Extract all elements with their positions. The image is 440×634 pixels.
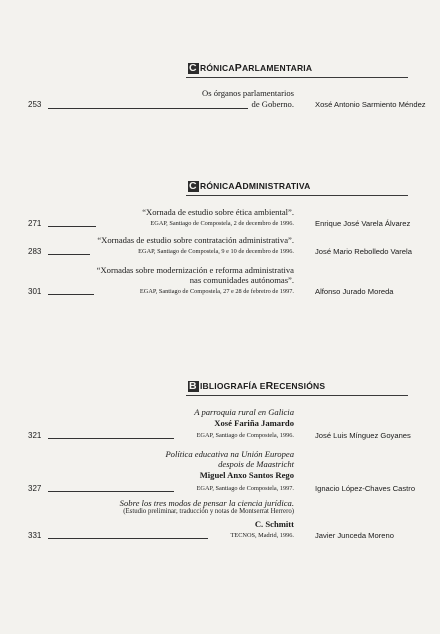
entry-book-author: C. Schmitt xyxy=(254,519,294,529)
section-heading-cronica-parlamentaria: C RÓNICA P ARLAMENTARIA xyxy=(189,61,313,74)
section-heading-bibliografia: B IBLIOGRAFÍA E R ECENSIÓNS xyxy=(189,379,326,392)
entry-author: Enrique José Varela Álvarez xyxy=(315,219,411,228)
entry-title-line: de Goberno. xyxy=(251,99,294,109)
entry-author: José Luis Mínguez Goyanes xyxy=(315,431,411,440)
entry-title-line: “Xornadas sobre modernización e reforma administrativa xyxy=(96,265,294,275)
entry-title-line: A parroquia rural en Galicia xyxy=(194,407,294,417)
entry-author: Alfonso Jurado Moreda xyxy=(315,287,394,296)
entry-title-line: Política educativa na Unión Europea xyxy=(165,449,294,459)
entry-title-line: despois de Maastricht xyxy=(218,459,294,469)
section-initial-box: C xyxy=(188,181,199,192)
entry-page-number: 301 xyxy=(28,287,42,296)
entry-page-number: 321 xyxy=(28,431,42,440)
entry-publisher: EGAP, Santiago de Compostela, 27 e 28 de febreiro de 1997. xyxy=(139,288,294,295)
leader-line xyxy=(48,438,174,439)
entry-title-line: Sobre los tres modos de pensar la ciencia jurídica. xyxy=(119,498,294,508)
entry-book-author: Xosé Fariña Jamardo xyxy=(214,418,294,428)
entry-author: Javier Junceda Moreno xyxy=(315,531,394,540)
entry-page-number: 271 xyxy=(28,219,42,228)
entry-book-author: Miguel Anxo Santos Rego xyxy=(199,470,294,480)
entry-title-line: “Xornadas de estudio sobre contratación administrativa”. xyxy=(97,235,294,245)
entry-author: José Mario Rebolledo Varela xyxy=(315,247,412,256)
entry-page-number: 253 xyxy=(28,100,42,109)
entry-title-line: nas comunidades autónomas”. xyxy=(189,275,294,285)
entry-page-number: 331 xyxy=(28,531,42,540)
entry-title-line: Os órganos parlamentarios xyxy=(202,88,294,98)
section-initial-box: B xyxy=(188,381,199,392)
section-rule xyxy=(186,195,408,196)
section-heading-cronica-administrativa: C RÓNICA A DMINISTRATIVA xyxy=(189,179,311,192)
section-initial-box: C xyxy=(188,63,199,74)
leader-line xyxy=(48,538,208,539)
entry-author: Xosé Antonio Sarmiento Méndez xyxy=(315,100,426,109)
leader-line xyxy=(48,294,94,295)
entry-author: Ignacio López-Chaves Castro xyxy=(315,484,416,493)
entry-publisher: TECNOS, Madrid, 1996. xyxy=(230,532,294,539)
entry-title-line: “Xornada de estudio sobre ética ambiental”. xyxy=(142,207,294,217)
entry-publisher: EGAP, Santiago de Compostela, 1997. xyxy=(196,485,294,492)
entry-publisher: EGAP, Santiago de Compostela, 1996. xyxy=(196,432,294,439)
entry-publisher: EGAP, Santiago de Compostela, 9 e 10 de decembro de 1996. xyxy=(138,248,294,255)
leader-line xyxy=(48,491,174,492)
leader-line xyxy=(48,226,96,227)
entry-publisher: EGAP, Santiago de Compostela, 2 de decembro de 1996. xyxy=(150,220,294,227)
leader-line xyxy=(48,108,248,109)
entry-title-line: (Estudio preliminar, traducción y notas de Montserrat Herrero) xyxy=(123,508,294,515)
section-rule xyxy=(186,77,408,78)
entry-page-number: 283 xyxy=(28,247,42,256)
leader-line xyxy=(48,254,90,255)
entry-page-number: 327 xyxy=(28,484,42,493)
section-rule xyxy=(186,395,408,396)
